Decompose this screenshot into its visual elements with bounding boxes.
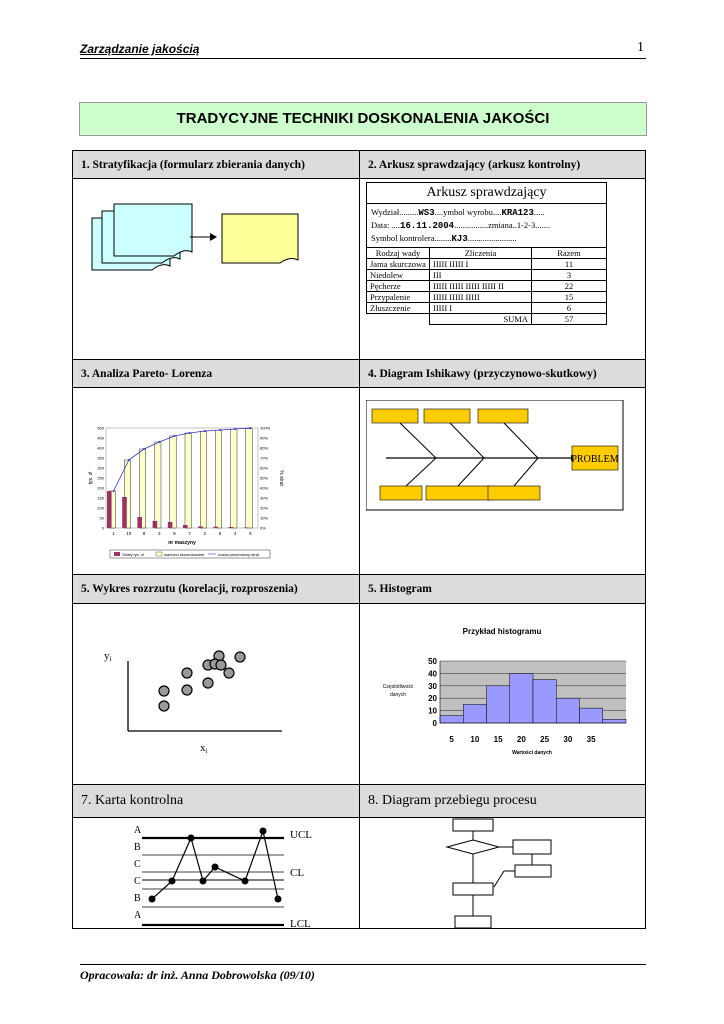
histogram-ytick: 50	[428, 657, 437, 666]
pareto-loss-bar	[229, 527, 234, 528]
header-divider	[80, 58, 646, 59]
pareto-xtick: 2	[203, 531, 207, 536]
page-header	[80, 40, 644, 58]
pareto-ytick: 0	[101, 525, 104, 531]
control-chart	[72, 817, 360, 929]
table-row	[367, 281, 607, 292]
pareto-xtick: 3	[157, 531, 161, 536]
table-row	[367, 259, 607, 270]
pareto-loss-bar	[168, 522, 173, 528]
section-header-scatter: 5. Wykres rozrzutu (korelacji, rozproszenia)	[72, 574, 360, 604]
histogram-xtick: 35	[586, 735, 596, 744]
tally: III	[430, 270, 532, 281]
section-header-histogram: 5. Histogram	[359, 574, 646, 604]
legend-share: udział procentowy strat	[218, 552, 259, 557]
ucl-label: UCL	[290, 829, 312, 841]
pareto-share-point	[143, 448, 145, 450]
pareto-ytick: 250	[97, 475, 104, 481]
pareto-xtick: 1	[112, 531, 115, 536]
histogram-xtick: 15	[493, 735, 503, 744]
defect-name: Przypalenie	[367, 292, 430, 303]
section-header-checksheet: 2. Arkusz sprawdzający (arkusz kontrolny)	[359, 150, 646, 179]
histogram-ytick: 40	[428, 669, 437, 679]
scatter-point	[216, 660, 226, 670]
cause-box	[478, 409, 528, 423]
zone-label: C	[134, 859, 141, 870]
histogram-xtick: 20	[516, 735, 526, 744]
ishikawa-diagram	[366, 400, 626, 512]
pareto-share-point	[113, 490, 115, 492]
scatter-point	[182, 685, 192, 695]
zone-label: A	[134, 910, 142, 921]
histogram-bar	[487, 686, 510, 723]
date-label: Data: ....	[371, 220, 401, 230]
dept-label: Wydział.........	[371, 207, 419, 217]
date-value: 16.11.2004	[400, 221, 455, 231]
defect-name: Złuszczenie	[367, 303, 430, 314]
pareto-y2tick: 70%	[260, 455, 269, 461]
pareto-cumulative-bar	[155, 442, 161, 528]
cl-label: CL	[290, 867, 305, 879]
pareto-cumulative-bar	[231, 429, 237, 528]
pareto-xtick: 8	[142, 531, 146, 536]
histogram-bar	[510, 673, 533, 723]
histogram-xtick: 5	[449, 735, 454, 744]
form-sheet-1	[114, 204, 192, 256]
pareto-cumulative-bar	[139, 449, 145, 528]
histogram-ytick: 30	[428, 681, 437, 691]
pareto-loss-bar	[198, 526, 203, 528]
pareto-y2tick: 50%	[260, 475, 269, 481]
pareto-cumulative-bar	[185, 433, 191, 528]
histogram-ylabel-line1: Częstotliwość	[382, 684, 414, 690]
stratification-diagram	[72, 178, 360, 360]
histogram-chart	[362, 618, 642, 768]
pareto-y2tick: 80%	[260, 445, 269, 451]
pareto-share-point	[128, 459, 130, 461]
pareto-ytick: 150	[97, 495, 104, 501]
tally: IIIII IIIII IIIII IIIII II	[430, 281, 532, 292]
flow-process-box	[453, 883, 493, 895]
histogram-bar	[440, 716, 463, 723]
result-sheet	[222, 214, 298, 263]
pareto-y2tick: 60%	[260, 465, 269, 471]
section-header-stratification: 1. Stratyfikacja (formularz zbierania danych)	[72, 150, 360, 179]
section-header-control-chart: 7. Karta kontrolna	[72, 784, 360, 818]
scatter-point	[235, 652, 245, 662]
total: 6	[532, 303, 607, 314]
pareto-loss-bar	[183, 525, 188, 528]
control-point	[188, 835, 195, 842]
header-title: Zarządzanie jakością	[80, 42, 200, 56]
control-point	[212, 864, 219, 871]
check-sheet	[366, 182, 607, 325]
dept-value: WS3	[418, 208, 435, 218]
pareto-ytick: 50	[99, 515, 104, 521]
check-sheet-meta	[366, 204, 607, 247]
pareto-share-point	[158, 441, 160, 443]
footer-author: Opracowała: dr inż. Anna Dobrowolska (09/10)	[80, 968, 315, 982]
product-tail: .....	[533, 207, 545, 217]
section-header-flow: 8. Diagram przebiegu procesu	[359, 784, 646, 818]
pareto-y2tick: 10%	[260, 515, 269, 521]
legend-cumulative: wartości skumulowane	[164, 552, 205, 557]
table-header-row	[367, 248, 607, 259]
flow-process-box	[513, 840, 551, 854]
section-header-ishikawa: 4. Diagram Ishikawy (przyczynowo-skutkowy)	[359, 359, 646, 388]
pareto-y2tick: 0%	[260, 525, 266, 531]
histogram-ytick: 20	[428, 694, 437, 704]
scatter-point	[224, 668, 234, 678]
pareto-y2tick: 30%	[260, 495, 269, 501]
histogram-bar	[533, 680, 556, 723]
section-header-pareto: 3. Analiza Pareto- Lorenza	[72, 359, 360, 388]
page-title: TRADYCYJNE TECHNIKI DOSKONALENIA JAKOŚCI	[79, 102, 647, 136]
pareto-share-point	[204, 430, 206, 432]
flow-start-box	[453, 819, 493, 831]
histogram-bar	[580, 708, 603, 723]
tally: IIIII IIIII IIIII	[430, 292, 532, 303]
flow-end-box	[455, 916, 491, 928]
pareto-loss-bar	[213, 527, 218, 528]
pareto-ytick: 450	[97, 435, 104, 441]
table-row	[367, 303, 607, 314]
pareto-loss-bar	[137, 517, 142, 528]
pareto-xtick: 10	[126, 531, 132, 536]
cause-box	[372, 409, 418, 423]
pareto-ytick: 400	[97, 445, 104, 451]
pareto-xtick: 7	[188, 531, 191, 536]
pareto-ytick: 500	[97, 425, 104, 431]
pareto-share-point	[234, 428, 236, 430]
pareto-xtick: 5	[249, 531, 252, 536]
control-point	[200, 878, 207, 885]
pareto-ytick: 300	[97, 465, 104, 471]
legend-swatch-losses	[114, 552, 120, 556]
pareto-share-point	[173, 435, 175, 437]
problem-label: PROBLEM	[571, 454, 619, 465]
cause-box	[426, 486, 490, 500]
histogram-ytick: 0	[432, 719, 437, 728]
sum-value: 57	[532, 314, 607, 325]
controller-label: Symbol kontrolera........	[371, 233, 452, 243]
zone-label: B	[134, 893, 141, 904]
scatter-point	[159, 686, 169, 696]
pareto-share-point	[189, 432, 191, 434]
total: 11	[532, 259, 607, 270]
process-flow-diagram	[359, 817, 646, 929]
table-row	[367, 292, 607, 303]
scatter-xlabel: xi	[200, 742, 208, 755]
legend-losses: Straty tys. zł	[122, 552, 144, 557]
pareto-ytick: 200	[97, 485, 104, 491]
scatter-diagram	[72, 603, 360, 785]
legend-swatch-cumulative	[156, 552, 162, 556]
pareto-xtick: 4	[233, 531, 237, 536]
page-number: 1	[637, 40, 644, 55]
zone-label: C	[134, 876, 141, 887]
histogram-xtick: 30	[563, 735, 573, 744]
defect-name: Pęcherze	[367, 281, 430, 292]
pareto-share-point	[249, 427, 251, 429]
product-value: KRA123	[501, 208, 534, 218]
histogram-ytick: 10	[428, 706, 437, 716]
pareto-y2tick: 40%	[260, 485, 269, 491]
pareto-xlabel: nr maszyny	[168, 540, 196, 546]
scatter-ylabel: yi	[104, 650, 112, 663]
total: 15	[532, 292, 607, 303]
controller-value: KJ3	[451, 234, 468, 244]
pareto-cumulative-bar	[200, 431, 206, 528]
histogram-bar	[556, 698, 579, 723]
pareto-xtick: 9	[173, 531, 176, 536]
pareto-cumulative-bar	[215, 430, 221, 528]
histogram-bar	[463, 704, 486, 723]
pareto-cumulative-bar	[246, 429, 252, 528]
column-header: Razem	[532, 248, 607, 259]
defect-table	[366, 247, 607, 325]
defect-name: Niedolew	[367, 270, 430, 281]
flow-decision	[447, 840, 499, 854]
pareto-cumulative-bar	[170, 436, 176, 528]
pareto-y2label: % strat	[278, 470, 284, 486]
control-point	[149, 896, 156, 903]
control-point	[260, 828, 267, 835]
pareto-share-point	[219, 429, 221, 431]
pareto-y2tick: 90%	[260, 435, 269, 441]
defect-name: Jama skurczowa	[367, 259, 430, 270]
histogram-xtick: 25	[540, 735, 550, 744]
product-label: ....ymbol wyrobu....	[434, 207, 502, 217]
total: 22	[532, 281, 607, 292]
cause-box	[488, 486, 540, 500]
pareto-ytick: 100	[97, 505, 104, 511]
footer-divider	[80, 964, 646, 965]
zone-label: B	[134, 842, 141, 853]
histogram-title: Przykład histogramu	[462, 627, 542, 636]
scatter-point	[182, 668, 192, 678]
sum-row	[367, 314, 607, 325]
shift-label: ................zmiana..1-2-3.......	[454, 220, 551, 230]
tally: IIIII IIIII I	[430, 259, 532, 270]
pareto-chart	[86, 418, 286, 564]
pareto-ylabel: tys. zł	[88, 471, 94, 485]
control-point	[242, 878, 249, 885]
zone-label: A	[134, 825, 142, 836]
column-header: Rodzaj wady	[367, 248, 430, 259]
flow-process-box	[515, 865, 551, 877]
pareto-loss-bar	[122, 497, 127, 528]
column-header: Zliczenia	[430, 248, 532, 259]
control-point	[275, 896, 282, 903]
pareto-ytick: 350	[97, 455, 104, 461]
histogram-xtick: 10	[470, 735, 480, 744]
control-point	[169, 878, 176, 885]
scatter-point	[159, 701, 169, 711]
sum-label: SUMA	[430, 314, 532, 325]
histogram-ylabel-line2: danych	[389, 692, 407, 698]
cause-box	[424, 409, 470, 423]
pareto-loss-bar	[107, 491, 112, 528]
lcl-label: LCL	[290, 918, 311, 929]
scatter-point	[203, 678, 213, 688]
check-sheet-title: Arkusz sprawdzający	[366, 182, 607, 204]
pareto-xtick: 6	[218, 531, 222, 536]
pareto-loss-bar	[244, 527, 249, 528]
pareto-y2tick: 100%	[260, 425, 271, 431]
cause-box	[380, 486, 422, 500]
histogram-xlabel: Wartości danych	[512, 750, 552, 756]
histogram-bar	[603, 719, 626, 723]
controller-tail: .......................	[467, 233, 517, 243]
total: 3	[532, 270, 607, 281]
tally: IIIII I	[430, 303, 532, 314]
pareto-y2tick: 20%	[260, 505, 269, 511]
pareto-loss-bar	[153, 521, 158, 528]
table-row	[367, 270, 607, 281]
